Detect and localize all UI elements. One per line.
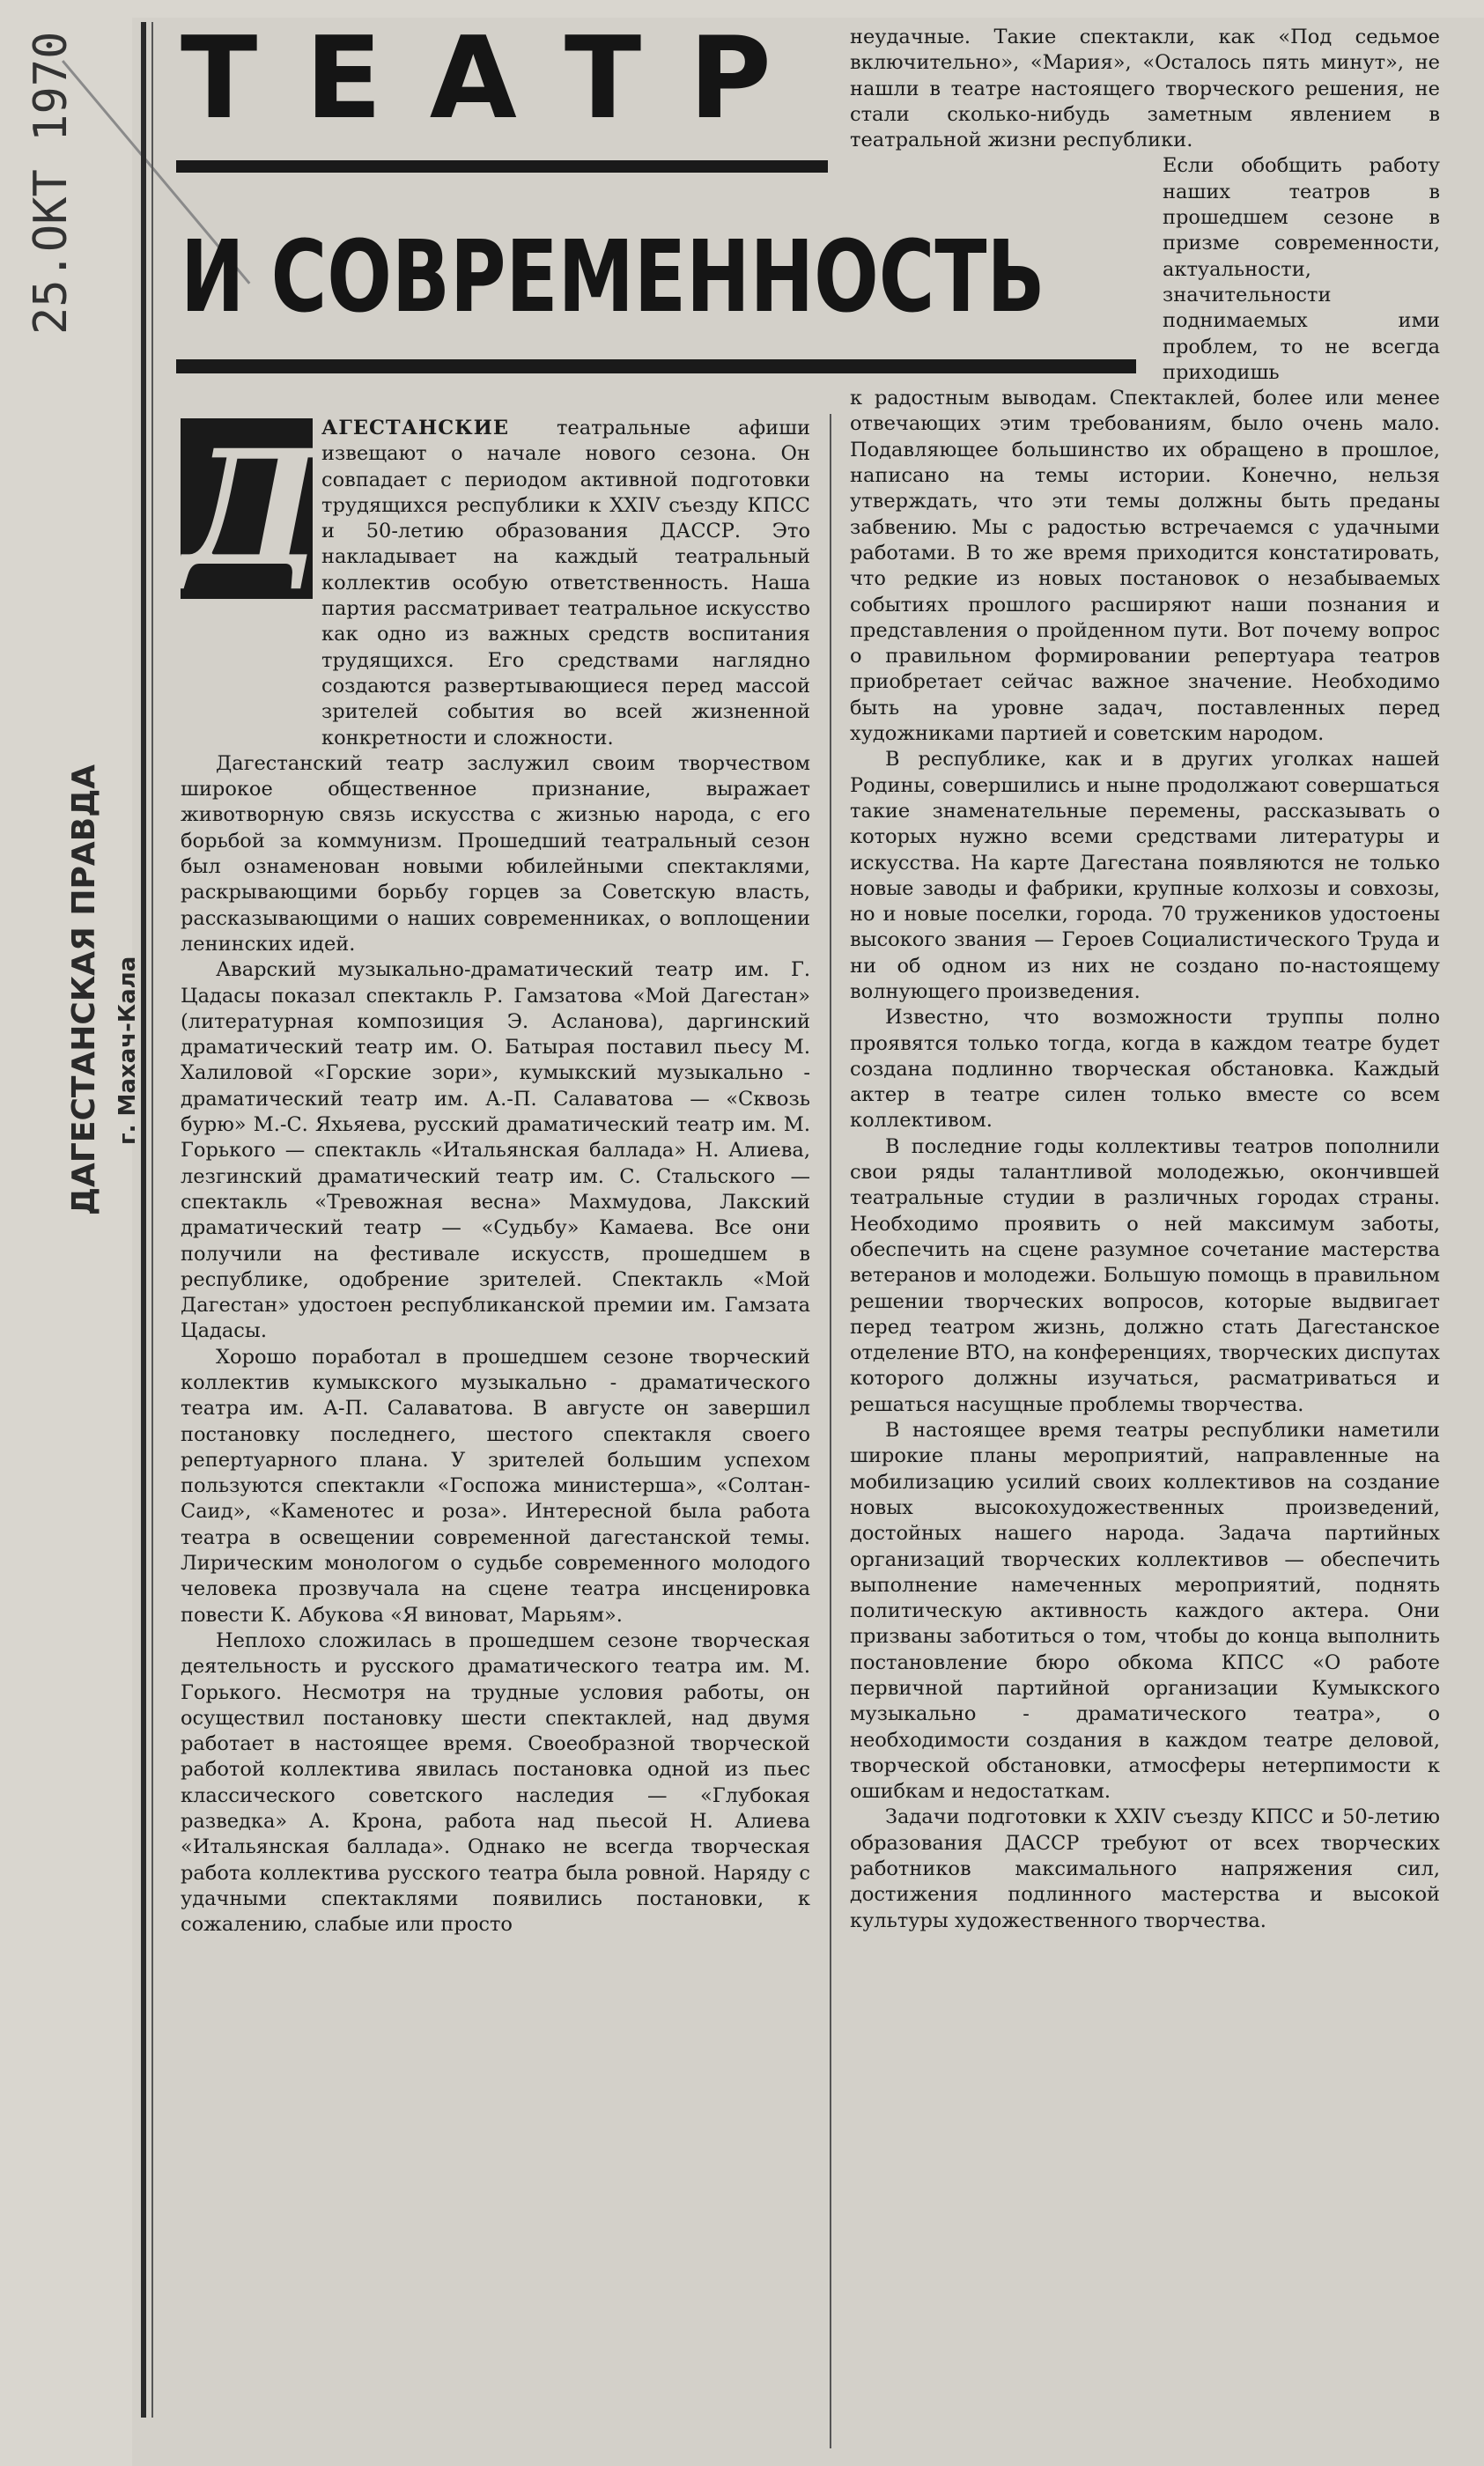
newspaper-name-stamp: ДАГЕСТАНСКАЯ ПРАВДА	[66, 764, 102, 1215]
paragraph: В последние годы коллективы театров пополнили свои ряды талантливой молодежью, окончившей театральные студии в различных городах страны. Необходимо проявить о ней максимум заботы, обеспечить на сцене разумное сочетание мастерства ветеранов и молодежи. Большую помощь в правильном решении творческих вопросов, которые выдвигает перед театром жизнь, должно стать Дагестанское отделение ВТО, на конференциях, творческих диспутах которого должны изучаться, расматриваться и решаться насущные проблемы творчества.	[850, 1134, 1440, 1416]
lead-caps: АГЕСТАНСКИЕ	[321, 417, 510, 439]
paragraph: Задачи подготовки к XXIV съезду КПСС и 50-летию образования ДАССР требуют от всех творческих работников максимального напряжения сил, достижения подлинного мастерства и высокой культуры художественного творчества.	[850, 1805, 1440, 1932]
paragraph: В настоящее время театры республики наметили широкие планы мероприятий, направленные на мобилизацию усилий своих коллективов на создание новых высокохудожественных произведений, достойных нашего народа. Задача партийных организаций творческих коллективов — обеспечить выполнение намеченных мероприятий, поднять политическую активность каждого актера. Они призваны заботиться о том, чтобы до конца выполнить постановление бюро обкома КПСС «О работе первичной партийной организации Кумыкского музыкально - драматического театра», о необходимости создания в каждом театре деловой, творческой обстановки, атмосферы нетерпимости к ошибкам и недостаткам.	[850, 1419, 1440, 1804]
paragraph: Известно, что возможности труппы полно проявятся только тогда, когда в каждом театре будет создана подлинно творческая обстановка. Каждый актер в театре силен только вместе со всем коллективом.	[850, 1006, 1440, 1133]
paragraph: Аварский музыкально-драматический театр им. Г. Цадасы показал спектакль Р. Гамзатова «Мой Дагестан» (литературная композиция Э. Асланова), даргинский драматический театр им. О. Батырая поставил пьесу М. Халиловой «Горские зори», кумыкский музыкально - драматический театр им. А.-П. Салаватова — «Сквозь бурю» М.-С. Яхьяева, русский драматический театр им. М. Горького — спектакль «Итальянская баллада» Н. Алиева, лезгинский драматический театр им. С. Стальского — спектакль «Тревожная весна» Махмудова, Лакский драматический театр — «Судьбу» Камаева. Все они получили на фестивале искусств, прошедшем в республике, одобрение зрителей. Спектакль «Мой Дагестан» удостоен республиканской премии им. Гамзата Цадасы.	[181, 958, 810, 1343]
left-border-thin-rule	[151, 22, 153, 2418]
headline-line-2: И СОВРЕМЕННОСТЬ	[181, 220, 1045, 335]
paragraph: Хорошо поработал в прошедшем сезоне творческий коллектив кумыкского музыкально - драматического театра им. А-П. Салаватова. В августе он завершил постановку последнего, шестого спектакля своего репертуарного плана. У зрителей большим успехом пользуются спектакли «Госпожа министерша», «Солтан-Саид», «Каменотес и роза». Интересной была работа театра в освещении современной дагестанской темы. Лирическим монологом о судьбе современного молодого человека прозвучала на сцене театра инсценировка повести К. Абукова «Я виноват, Марьям».	[181, 1345, 810, 1627]
paragraph: Если обобщить работу наших театров в прошедшем сезоне в призме современности, актуальности, значительности поднимаемых ими проблем, то не всегда приходишь	[1163, 154, 1440, 384]
lead-text: театральные афиши извещают о начале нового сезона. Он совпадает с периодом активной подготовки трудящихся республики к XXIV съезду КПСС и 50-летию образования ДАССР. Это накладывает на каждый театральный коллектив особую ответственность. Наша партия рассматривает театральное искусство как одно из важных средств воспитания трудящихся. Его средствами наглядно создаются развертывающиеся перед массой зрителей события во всей жизненной конкретности и сложности.	[321, 417, 810, 749]
left-border-rule	[141, 22, 146, 2418]
paragraph: к радостным выводам. Спектаклей, более или менее отвечающих этим требованиям, было очень мало. Подавляющее большинство их обращено в прошлое, написано на темы истории. Конечно, нельзя утверждать, что эти темы должны быть преданы забвению. Мы с радостью встречаемся с удачными работами. В то же время приходится констатировать, что редкие из новых постановок о незабываемых событиях прошлого расширяют наши познания и представления о пройденном пути. Вот почему вопрос о правильном формировании репертуара театров приобретает сейчас важное значение. Необходимо быть на уровне задач, поставленных перед художниками партией и советским народом.	[850, 387, 1440, 746]
headline-line-1: ТЕАТР	[181, 13, 819, 144]
headline-rule-top	[176, 160, 828, 173]
paragraph: Неплохо сложилась в прошедшем сезоне творческая деятельность и русского драматического театра им. М. Горького. Несмотря на трудные условия работы, он осуществил постановку шести спектаклей, над двумя работает в настоящее время. Своеобразной творческой работой коллектива явилась постановка одной из пьес классического советского наследия — «Глубокая разведка» А. Крона, работа над пьесой Н. Алиева «Итальянская баллада». Однако не всегда творческая работа коллектива русского театра была ровной. Наряду с удачными спектаклями появились постановки, к сожалению, слабые или просто	[181, 1628, 810, 1937]
lead-paragraph	[181, 416, 810, 751]
column-divider	[830, 414, 831, 2448]
city-stamp: г. Махач-Кала	[114, 956, 141, 1145]
drop-cap: Д	[181, 416, 322, 602]
paragraph: Дагестанский театр заслужил своим творчеством широкое общественное признание, выражает животворную связь искусства с жизнью народа, с его борьбой за коммунизм. Прошедший театральный сезон был ознаменован новыми юбилейными спектаклями, раскрывающими борьбу горцев за Советскую власть, рассказывающими о наших современниках, о воплощении ленинских идей.	[181, 751, 810, 956]
article-column-1	[181, 416, 810, 1938]
paragraph: В республике, как и в других уголках нашей Родины, совершились и ныне продолжают совершаться такие знаменательные перемены, рассказывать о которых нужно всеми средствами литературы и искусства. На карте Дагестана появляются не только новые заводы и фабрики, крупные колхозы и совхозы, но и новые поселки, города. 70 тружеников удостоены высокого звания — Героев Социалистического Труда и ни об одном из них не создано по-настоящему волнующего произведения.	[850, 748, 1440, 1003]
article-column-2	[850, 25, 1440, 1934]
continued-paragraph: неудачные. Такие спектакли, как «Под седьмое включительно», «Мария», «Осталось пять минут», не нашли в театре настоящего творческого решения, не стали сколько-нибудь заметным явлением в театральной жизни республики.	[850, 26, 1440, 152]
date-stamp: 25.ОКТ 1970	[25, 31, 78, 335]
